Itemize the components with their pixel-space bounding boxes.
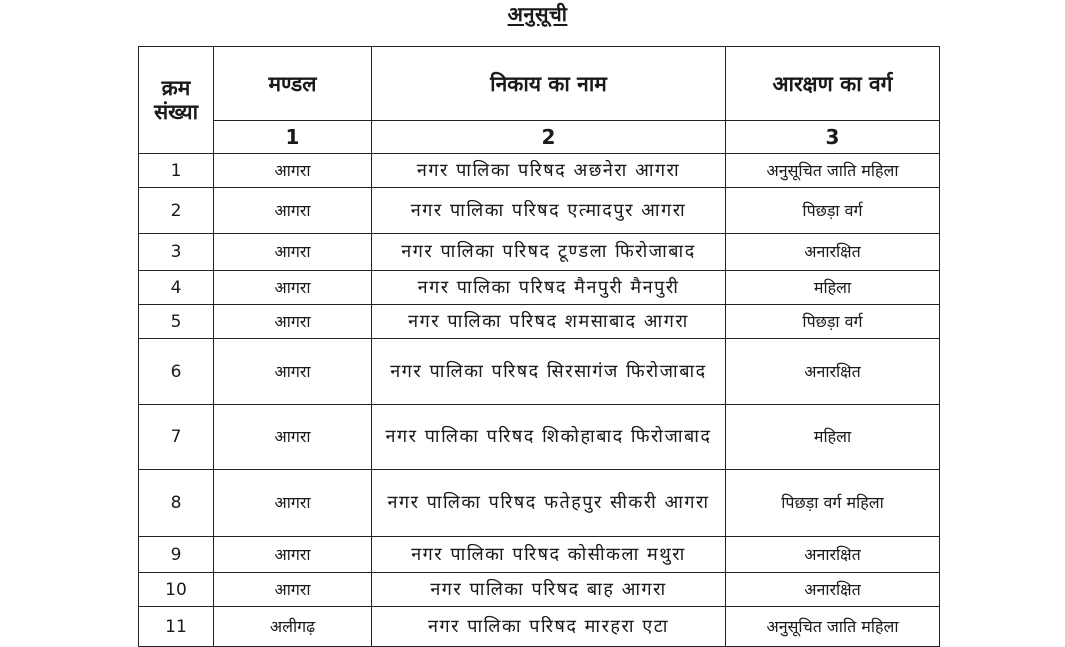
table-row [139,339,940,405]
division: आगरा [214,234,372,271]
serial-number: 1 [139,154,214,188]
serial-number: 6 [139,339,214,405]
serial-number: 8 [139,470,214,537]
table-row [139,470,940,537]
body-name: नगर पालिका परिषद फतेहपुर सीकरी आगरा [372,470,726,537]
division-header: मण्डल [214,47,372,121]
reservation-category: अनारक्षित [726,537,940,573]
reservation-category: पिछड़ा वर्ग [726,305,940,339]
division: आगरा [214,271,372,305]
column-number: 3 [726,121,940,154]
division: अलीगढ़ [214,607,372,647]
reservation-category: अनारक्षित [726,234,940,271]
column-number-row [139,121,940,154]
serial-number: 10 [139,573,214,607]
table-row [139,405,940,470]
reservation-category: अनारक्षित [726,573,940,607]
table-row [139,305,940,339]
serial-number: 2 [139,188,214,234]
serial-number: 5 [139,305,214,339]
table-row [139,234,940,271]
column-number: 2 [372,121,726,154]
table-row [139,154,940,188]
body-name: नगर पालिका परिषद बाह आगरा [372,573,726,607]
body-name: नगर पालिका परिषद सिरसागंज फिरोजाबाद [372,339,726,405]
column-number: 1 [214,121,372,154]
division: आगरा [214,154,372,188]
table-row [139,188,940,234]
body-name: नगर पालिका परिषद शिकोहाबाद फिरोजाबाद [372,405,726,470]
reservation-category: अनारक्षित [726,339,940,405]
division: आगरा [214,537,372,573]
body-name: नगर पालिका परिषद मैनपुरी मैनपुरी [372,271,726,305]
reservation-category: पिछड़ा वर्ग महिला [726,470,940,537]
reservation-category-header: आरक्षण का वर्ग [726,47,940,121]
division: आगरा [214,305,372,339]
table-row [139,573,940,607]
division: आगरा [214,405,372,470]
reservation-category: अनुसूचित जाति महिला [726,607,940,647]
division: आगरा [214,339,372,405]
document-title: अनुसूची [507,2,568,26]
body-name: नगर पालिका परिषद मारहरा एटा [372,607,726,647]
body-name: नगर पालिका परिषद अछनेरा आगरा [372,154,726,188]
serial-number: 4 [139,271,214,305]
body-name-header: निकाय का नाम [372,47,726,121]
reservation-category: अनुसूचित जाति महिला [726,154,940,188]
table-row [139,537,940,573]
body-name: नगर पालिका परिषद एत्मादपुर आगरा [372,188,726,234]
body-name: नगर पालिका परिषद टूण्डला फिरोजाबाद [372,234,726,271]
table-row [139,607,940,647]
table-row [139,271,940,305]
serial-number: 9 [139,537,214,573]
division: आगरा [214,188,372,234]
reservation-category: महिला [726,271,940,305]
serial-number-header: क्रम संख्या [139,47,214,154]
header-row [139,47,940,121]
reservation-category: महिला [726,405,940,470]
body-name: नगर पालिका परिषद कोसीकला मथुरा [372,537,726,573]
serial-number: 7 [139,405,214,470]
reservation-category: पिछड़ा वर्ग [726,188,940,234]
division: आगरा [214,470,372,537]
division: आगरा [214,573,372,607]
serial-number: 11 [139,607,214,647]
reservation-schedule-table [138,46,940,647]
serial-number: 3 [139,234,214,271]
body-name: नगर पालिका परिषद शमसाबाद आगरा [372,305,726,339]
